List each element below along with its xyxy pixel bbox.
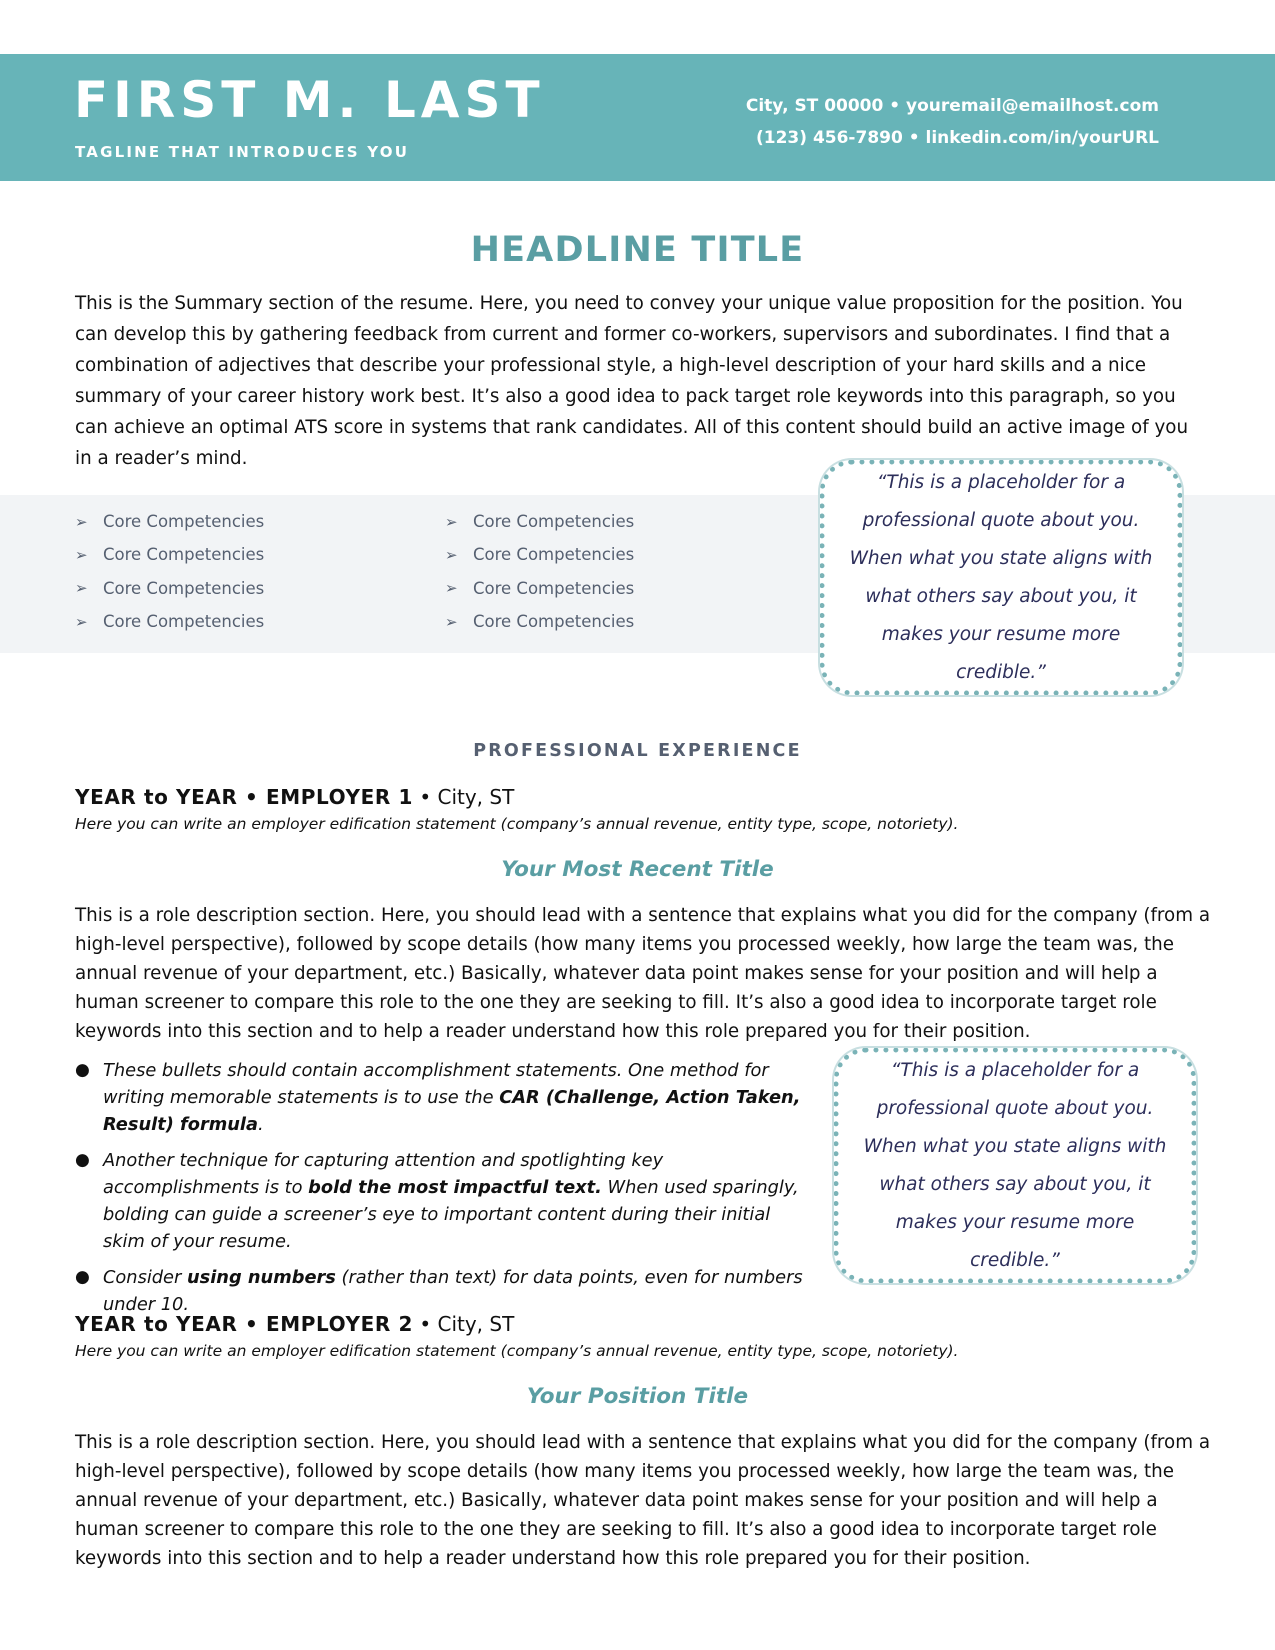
role-title-1: Your Most Recent Title xyxy=(501,857,774,882)
bullet-text: When used sparingly, bolding can guide a screener’s eye to important content during their initial skim of your resume. xyxy=(103,1177,799,1252)
accomplishment-bullets xyxy=(75,1057,815,1327)
bullet-dot-icon: ● xyxy=(75,1267,90,1287)
accomplishment-bullet xyxy=(75,1057,815,1138)
arrow-bullet-icon: ➢ xyxy=(75,545,88,564)
job-years: YEAR to YEAR xyxy=(75,1312,238,1336)
arrow-bullet-icon: ➢ xyxy=(75,612,88,631)
candidate-name: FIRST M. LAST xyxy=(74,71,545,129)
role-title-2: Your Position Title xyxy=(526,1384,749,1409)
arrow-bullet-icon: ➢ xyxy=(445,512,458,531)
arrow-bullet-icon: ➢ xyxy=(75,512,88,531)
quote-box-1 xyxy=(820,460,1182,695)
section-title-experience: PROFESSIONAL EXPERIENCE xyxy=(473,741,802,761)
competency-label: Core Competencies xyxy=(103,578,265,598)
competency-item xyxy=(75,538,375,571)
competency-item xyxy=(75,505,375,538)
competency-item xyxy=(445,605,745,638)
arrow-bullet-icon: ➢ xyxy=(445,545,458,564)
bullet-text: . xyxy=(258,1114,264,1135)
job-separator: • xyxy=(237,785,266,809)
bullet-dot-icon: ● xyxy=(75,1150,90,1170)
competency-item xyxy=(75,605,375,638)
bullet-bold-text: using numbers xyxy=(186,1267,336,1288)
bullet-bold-text: CAR (Challenge, Action Taken, Result) formula xyxy=(103,1087,801,1135)
competency-item xyxy=(445,572,745,605)
job-heading-1 xyxy=(75,785,514,809)
bullet-bold-text: bold the most impactful text. xyxy=(308,1177,602,1198)
job-location: • City, ST xyxy=(412,785,515,809)
arrow-bullet-icon: ➢ xyxy=(445,579,458,598)
accomplishment-bullet xyxy=(75,1264,815,1318)
arrow-bullet-icon: ➢ xyxy=(75,579,88,598)
competency-label: Core Competencies xyxy=(103,612,265,632)
bullet-text: (rather than text) for data points, even for numbers under 10. xyxy=(103,1267,803,1315)
competency-label: Core Competencies xyxy=(473,545,635,565)
job-heading-2 xyxy=(75,1312,514,1336)
bullet-text: These bullets should contain accomplishment statements. One method for writing memorable statements is to use the xyxy=(103,1060,769,1108)
tagline: TAGLINE THAT INTRODUCES YOU xyxy=(75,143,410,161)
job-years: YEAR to YEAR xyxy=(75,785,238,809)
bullet-text: Another technique for capturing attention and spotlighting key accomplishments is to xyxy=(103,1150,664,1198)
competency-item xyxy=(445,538,745,571)
contact-line-address-email: City, ST 00000 • youremail@emailhost.com xyxy=(745,96,1159,116)
contact-line-phone-linkedin: (123) 456-7890 • linkedin.com/in/yourURL xyxy=(756,128,1159,148)
contact-info xyxy=(746,90,1159,154)
quote-text: “This is a placeholder for a professional quote about you. When what you state aligns with what others say about you, it makes your resume more credible.” xyxy=(863,1059,1167,1271)
competency-label: Core Competencies xyxy=(473,612,635,632)
summary-paragraph: This is the Summary section of the resume. Here, you need to convey your unique value proposition for the position. You can develop this by gathering feedback from current and former co-workers, supervisors and subordinates. I find that a combination of adjectives that describe your professional style, a high-level description of your hard skills and a nice summary of your career history work best. It’s also a good idea to pack target role keywords into this paragraph, so you can achieve an optimal ATS score in systems that rank candidates. All of this content should build an active image of you in a reader’s mind. xyxy=(75,293,1189,469)
role-description-1: This is a role description section. Here, you should lead with a sentence that explains what you did for the company (from a high-level perspective), followed by scope details (how many items you processed weekly, how large the team was, the annual revenue of your department, etc.) Basically, whatever data point makes sense for your position and will help a human screener to compare this role to the one they are seeking to fill. It’s also a good idea to incorporate target role keywords into this section and to help a reader understand how this role prepared you for their position. xyxy=(75,905,1211,1042)
bullet-dot-icon: ● xyxy=(75,1060,90,1080)
competencies-column-1 xyxy=(75,505,375,638)
arrow-bullet-icon: ➢ xyxy=(445,612,458,631)
job-location: • City, ST xyxy=(412,1312,515,1336)
job-employer: EMPLOYER 1 xyxy=(266,785,413,809)
competency-label: Core Competencies xyxy=(103,512,265,532)
job-employer: EMPLOYER 2 xyxy=(266,1312,413,1336)
quote-text: “This is a placeholder for a professional quote about you. When what you state aligns with what others say about you, it makes your resume more credible.” xyxy=(849,471,1153,683)
headline-title: HEADLINE TITLE xyxy=(470,230,805,270)
header-banner xyxy=(0,54,1275,181)
competencies-column-2 xyxy=(445,505,745,638)
job-edification-2: Here you can write an employer edification statement (company’s annual revenue, entity type, scope, notoriety). xyxy=(75,1342,959,1360)
competency-label: Core Competencies xyxy=(473,578,635,598)
bullet-text: Consider xyxy=(103,1267,187,1288)
competency-label: Core Competencies xyxy=(103,545,265,565)
competency-item xyxy=(445,505,745,538)
job-separator: • xyxy=(237,1312,266,1336)
competency-label: Core Competencies xyxy=(473,512,635,532)
accomplishment-bullet xyxy=(75,1147,815,1255)
job-edification-1: Here you can write an employer edification statement (company’s annual revenue, entity type, scope, notoriety). xyxy=(75,815,959,833)
role-description-2: This is a role description section. Here, you should lead with a sentence that explains what you did for the company (from a high-level perspective), followed by scope details (how many items you processed weekly, how large the team was, the annual revenue of your department, etc.) Basically, whatever data point makes sense for your position and will help a human screener to compare this role to the one they are seeking to fill. It’s also a good idea to incorporate target role keywords into this section and to help a reader understand how this role prepared you for their position. xyxy=(75,1432,1211,1569)
quote-box-2 xyxy=(834,1048,1196,1283)
competency-item xyxy=(75,572,375,605)
